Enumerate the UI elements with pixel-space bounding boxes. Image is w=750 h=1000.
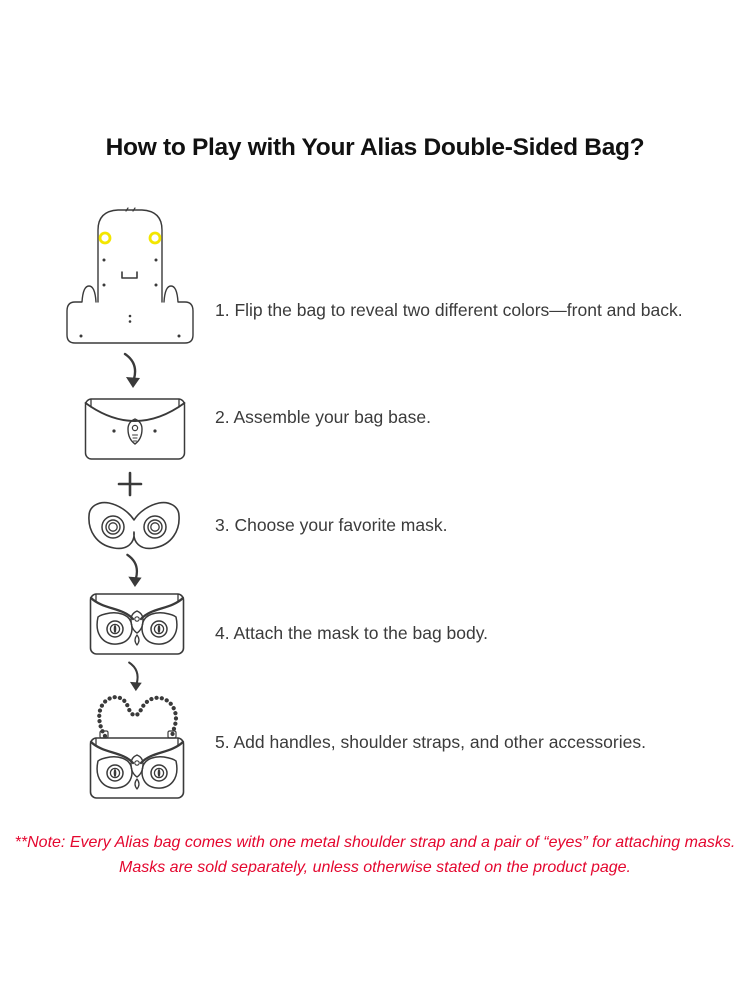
step-3-text: 3. Choose your favorite mask.	[215, 515, 448, 535]
bag-base-illustration	[83, 393, 187, 461]
connector-plus	[117, 471, 143, 497]
page-title: How to Play with Your Alias Double-Sided Bag?	[105, 134, 645, 161]
connector-arrow-3	[123, 660, 147, 692]
unfolded-bag-pattern-icon	[62, 204, 198, 346]
arrow-down-icon	[119, 351, 145, 389]
step-5-text: 5. Add handles, shoulder straps, and other accessories.	[215, 732, 646, 752]
owl-eye-mask-illustration	[86, 499, 182, 553]
bag-with-mask-illustration	[88, 587, 186, 657]
bag-base-icon	[83, 393, 187, 461]
bag-with-chain-strap-illustration	[84, 691, 190, 801]
step-1-text: 1. Flip the bag to reveal two different colors—front and back.	[215, 300, 683, 320]
step-4-text: 4. Attach the mask to the bag body.	[215, 623, 489, 643]
plus-icon	[117, 471, 143, 497]
owl-eye-mask-icon	[86, 499, 182, 553]
bag-with-mask-icon	[88, 587, 186, 657]
step-2-text: 2. Assemble your bag base.	[215, 407, 431, 427]
bag-with-chain-strap-icon	[84, 691, 190, 801]
arrow-down-icon	[121, 552, 147, 588]
connector-arrow-1	[119, 351, 145, 389]
note-line-1: **Note: Every Alias bag comes with one metal shoulder strap and a pair of “eyes” for attaching masks.	[14, 834, 736, 851]
unfolded-bag-pattern-illustration	[62, 204, 198, 346]
note-line-2: Masks are sold separately, unless otherwise stated on the product page.	[119, 859, 631, 876]
connector-arrow-2	[121, 552, 147, 588]
arrow-down-icon	[123, 660, 147, 692]
